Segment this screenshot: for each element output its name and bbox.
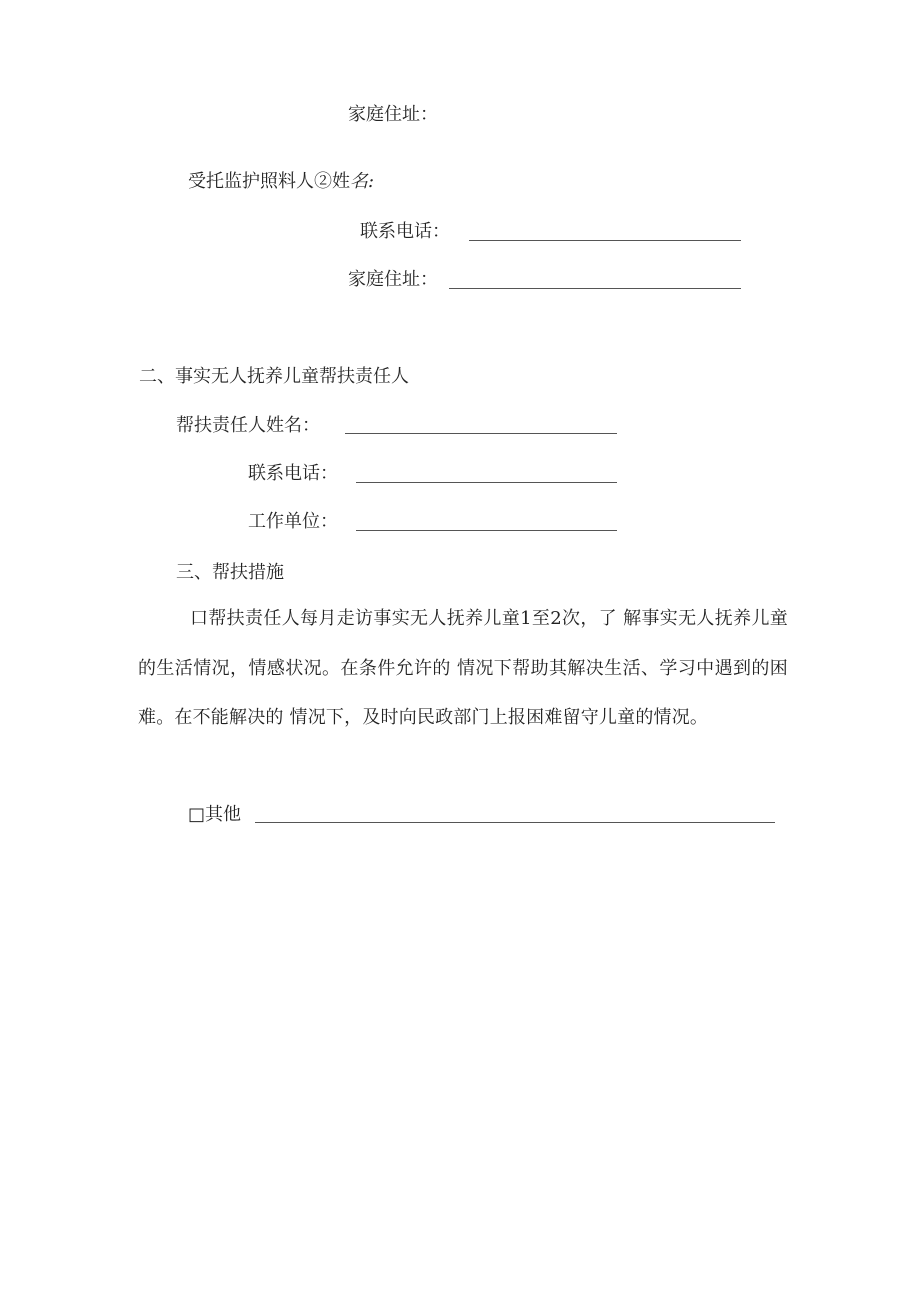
guardian2-phone-blank[interactable] (469, 240, 741, 241)
guardian2-phone-label: 联系电话： (360, 221, 450, 242)
helper-work-label: 工作单位： (248, 511, 338, 532)
guardian2-name-label-tail: 名: (350, 171, 375, 192)
other-blank[interactable] (255, 822, 775, 823)
guardian2-name-label (188, 170, 374, 194)
guardian2-name-label-main: 受托监护照料人②姓 (188, 171, 350, 192)
guardian1-address-label: 家庭住址： (348, 104, 438, 125)
helper-work-blank[interactable] (356, 530, 617, 531)
other-label[interactable]: □其他 (188, 804, 242, 825)
helper-name-label: 帮扶责任人姓名： (176, 415, 320, 436)
helper-phone-blank[interactable] (356, 482, 617, 483)
guardian2-address-blank[interactable] (449, 288, 741, 289)
section2-heading: 二、事实无人抚养儿童帮扶责任人 (139, 366, 409, 387)
measure-paragraph: 口帮扶责任人每月走访事实无人抚养儿童1至2次，了 解事实无人抚养儿童的生活情况，情感状况。在条件允许的 情况下帮助其解决生活、学习中遇到的困难。在不能解决的 情况下，及时向民政部门上报困难留守儿童的情况。 (138, 608, 788, 728)
section3-heading: 三、帮扶措施 (176, 562, 284, 583)
helper-phone-label: 联系电话： (248, 463, 338, 484)
guardian2-address-label: 家庭住址： (348, 269, 438, 290)
helper-name-blank[interactable] (345, 433, 617, 434)
